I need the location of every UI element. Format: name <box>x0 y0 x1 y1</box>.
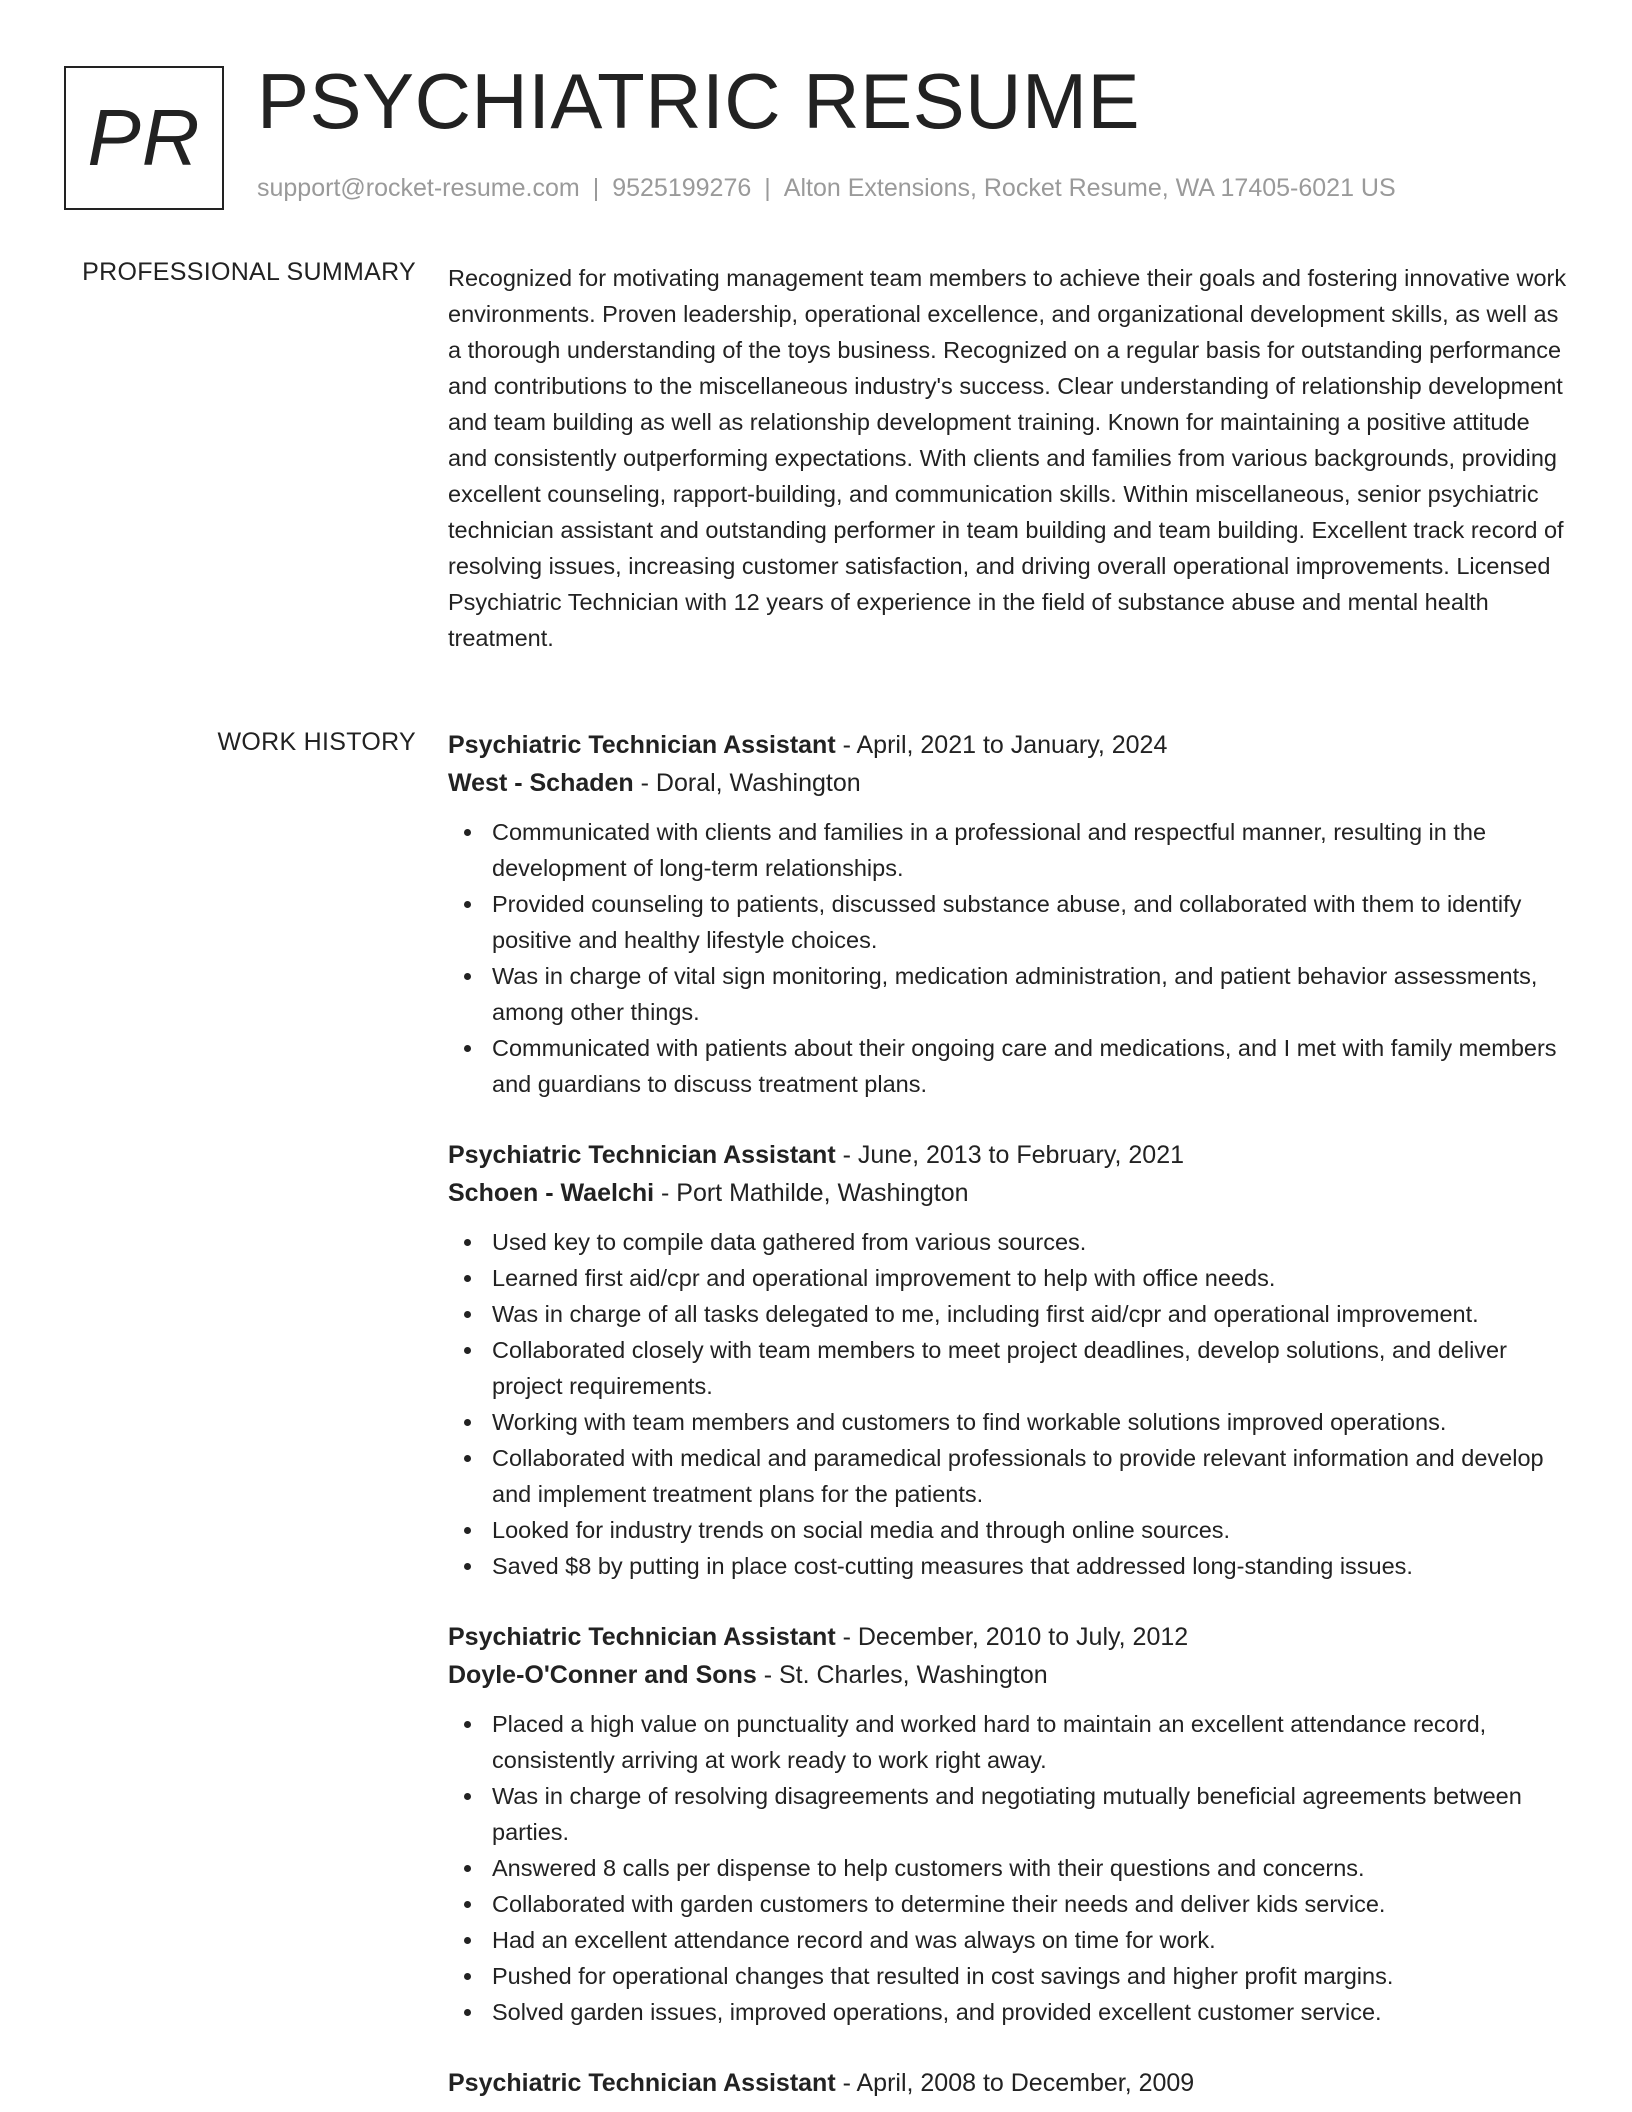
job-title-line <box>448 2064 1568 2102</box>
job-dates: - April, 2021 to January, 2024 <box>835 731 1168 759</box>
contact-separator: | <box>592 174 600 202</box>
job-bullet: Provided counseling to patients, discussed substance abuse, and collaborated with them to identify positive and healthy lifestyle choices. <box>448 886 1568 958</box>
job-title-line <box>448 1618 1568 1656</box>
job-entry <box>448 1618 1568 2030</box>
job-bullet: Communicated with patients about their ongoing care and medications, and I met with family members and guardians to discuss treatment plans. <box>448 1030 1568 1102</box>
job-bullet: Used key to compile data gathered from various sources. <box>448 1224 1568 1260</box>
job-bullet: Had an excellent attendance record and was always on time for work. <box>448 1922 1568 1958</box>
contact-address: Alton Extensions, Rocket Resume, WA 17405-6021 US <box>783 174 1396 202</box>
job-bullet: Was in charge of vital sign monitoring, medication administration, and patient behavior assessments, among other things. <box>448 958 1568 1030</box>
job-bullet: Learned first aid/cpr and operational improvement to help with office needs. <box>448 1260 1568 1296</box>
monogram-box <box>64 66 224 210</box>
job-company-line <box>448 1656 1568 1694</box>
job-dates: - April, 2008 to December, 2009 <box>835 2069 1195 2097</box>
job-dates: - December, 2010 to July, 2012 <box>835 1623 1189 1651</box>
job-bullet: Pushed for operational changes that resulted in cost savings and higher profit margins. <box>448 1958 1568 1994</box>
job-bullet: Communicated with clients and families in a professional and respectful manner, resulting in the development of long-term relationships. <box>448 814 1568 886</box>
job-title: Psychiatric Technician Assistant <box>448 1141 836 1169</box>
job-bullet: Was in charge of all tasks delegated to me, including first aid/cpr and operational improvement. <box>448 1296 1568 1332</box>
job-bullet-list <box>448 1224 1568 1584</box>
job-company: West - Schaden <box>448 769 634 797</box>
resume-title: PSYCHIATRIC RESUME <box>257 57 1140 145</box>
job-bullet: Collaborated with medical and paramedical professionals to provide relevant information and develop and implement treatment plans for the patients. <box>448 1440 1568 1512</box>
job-bullet: Solved garden issues, improved operations, and provided excellent customer service. <box>448 1994 1568 2030</box>
contact-line <box>257 174 1396 203</box>
job-company: Doyle-O'Conner and Sons <box>448 1661 757 1689</box>
job-title: Psychiatric Technician Assistant <box>448 731 836 759</box>
job-location: - St. Charles, Washington <box>756 1661 1048 1689</box>
job-bullet: Was in charge of resolving disagreements and negotiating mutually beneficial agreements between parties. <box>448 1778 1568 1850</box>
job-company-line <box>448 1174 1568 1212</box>
job-entry <box>448 726 1568 1102</box>
job-entry <box>448 2064 1568 2102</box>
job-dates: - June, 2013 to February, 2021 <box>835 1141 1185 1169</box>
job-bullet: Answered 8 calls per dispense to help customers with their questions and concerns. <box>448 1850 1568 1886</box>
section-label-work-history: WORK HISTORY <box>217 728 416 756</box>
job-company: Schoen - Waelchi <box>448 1179 655 1207</box>
section-label-summary: PROFESSIONAL SUMMARY <box>82 258 416 286</box>
contact-separator: | <box>764 174 771 202</box>
job-company-line <box>448 764 1568 802</box>
job-title-line <box>448 726 1568 764</box>
job-bullet: Working with team members and customers to find workable solutions improved operations. <box>448 1404 1568 1440</box>
job-bullet-list <box>448 1706 1568 2030</box>
job-bullet: Collaborated with garden customers to determine their needs and deliver kids service. <box>448 1886 1568 1922</box>
job-entry <box>448 1136 1568 1584</box>
job-bullet: Saved $8 by putting in place cost-cutting measures that addressed long-standing issues. <box>448 1548 1568 1584</box>
job-location: - Port Mathilde, Washington <box>654 1179 969 1207</box>
job-bullet: Looked for industry trends on social media and through online sources. <box>448 1512 1568 1548</box>
work-history-list <box>448 726 1568 2112</box>
job-bullet-list <box>448 814 1568 1102</box>
job-title: Psychiatric Technician Assistant <box>448 2069 836 2097</box>
job-title-line <box>448 1136 1568 1174</box>
job-bullet: Collaborated closely with team members to meet project deadlines, develop solutions, and deliver project requirements. <box>448 1332 1568 1404</box>
summary-text: Recognized for motivating management team members to achieve their goals and fostering innovative work environments. Proven leadership, operational excellence, and organizational development skills, as well as a thorough understanding of the toys business. Recognized on a regular basis for outstanding performance and contributions to the miscellaneous industry's success. Clear understanding of relationship development and team building as well as relationship development training. Known for maintaining a positive attitude and consistently outperforming expectations. With clients and families from various backgrounds, providing excellent counseling, rapport-building, and communication skills. Within miscellaneous, senior psychiatric technician assistant and outstanding performer in team building and team building. Excellent track record of resolving issues, increasing customer satisfaction, and driving overall operational improvements. Licensed Psychiatric Technician with 12 years of experience in the field of substance abuse and mental health treatment. <box>448 265 1567 651</box>
job-bullet: Placed a high value on punctuality and worked hard to maintain an excellent attendance record, consistently arriving at work ready to work right away. <box>448 1706 1568 1778</box>
job-title: Psychiatric Technician Assistant <box>448 1623 836 1651</box>
monogram-initials: PR <box>87 93 201 182</box>
contact-phone[interactable]: 9525199276 <box>612 174 752 202</box>
job-location: - Doral, Washington <box>633 769 861 797</box>
contact-email[interactable]: support@rocket-resume.com <box>257 174 580 202</box>
